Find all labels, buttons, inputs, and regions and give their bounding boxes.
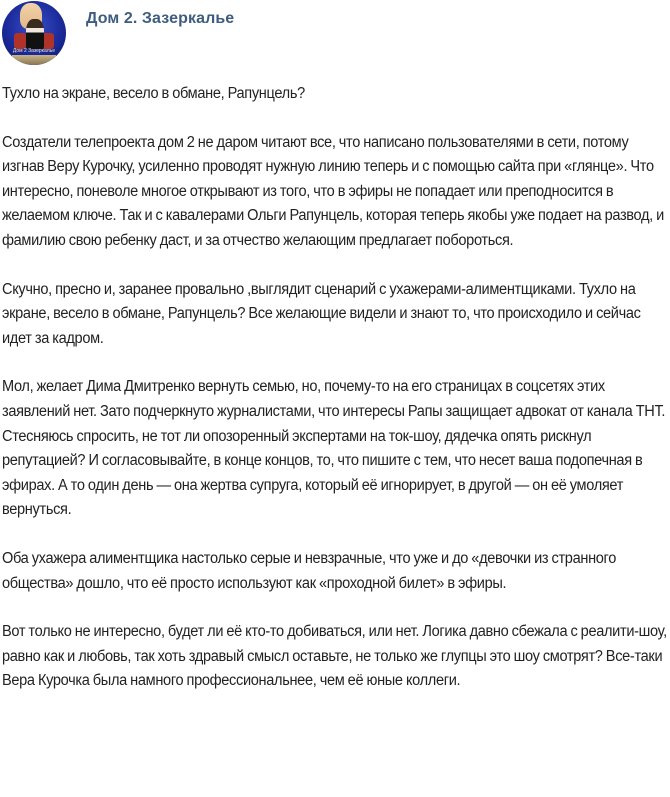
post-paragraph: Оба ухажера алиментщика настолько серые и невзрачные, что уже и до «девочки из странного общества» дошло, что её просто используют как «проходной билет» в эфиры. — [2, 549, 616, 592]
group-name-link[interactable]: Дом 2. Зазеркалье — [86, 10, 235, 27]
avatar-figure-man — [26, 19, 44, 49]
post-paragraph: Скучно, пресно и, заранее провально ,выглядит сценарий с ухажерами-алиментщиками. Тухло на экране, весело в обмане, Рапунцель? Все желающие видели и знают то, что происходило и сейчас идет за кадром. — [2, 280, 641, 347]
post-paragraph: Тухло на экране, весело в обмане, Рапунцель? — [2, 85, 305, 102]
avatar-caption: Дом 2 Зазеркалье — [12, 48, 56, 54]
post-paragraph: Мол, желает Дима Дмитренко вернуть семью, но, почему-то на его страницах в соцсетях этих заявлений нет. Зато подчеркнуто журналистами, что интересы Рапы защищает адвокат от канала ТНТ. Стесняюсь спросить, не тот ли опозоренный экспертами на ток-шоу, дядечка опять рискнул репутацией? И согласовывайте, в конце концов, то, что пишите с тем, что несет ваша подопечная в эфирах. А то один день — она жертва супруга, который её игнорирует, в другой — он её умоляет вернуться. — [2, 378, 666, 519]
group-avatar-icon[interactable] — [2, 1, 66, 65]
post-paragraph: Вот только не интересно, будет ли её кто-то добиваться, или нет. Логика давно сбежала с реалити-шоу, равно как и любовь, так хоть здравый смысл оставьте, не только же глупцы это шоу смотрят? Все-таки Вера Курочка была намного профессиональнее, чем её юные коллеги. — [2, 623, 667, 690]
avatar-stage — [12, 55, 56, 65]
post-header — [0, 0, 670, 70]
post-body — [2, 82, 670, 694]
post-paragraph: Создатели телепроекта дом 2 не даром читают все, что написано пользователями в сети, потому изгнав Веру Курочку, усиленно проводят нужную линию теперь и с помощью сайта при «глянце». Что интересно, поневоле многое открывают из того, что в эфиры не попадает или преподносится в желаемом ключе. Так и с кавалерами Ольги Рапунцель, которая теперь якобы уже подает на развод, и фамилию свою ребенку даст, и за отчество желающим предлагает побороться. — [2, 133, 664, 249]
